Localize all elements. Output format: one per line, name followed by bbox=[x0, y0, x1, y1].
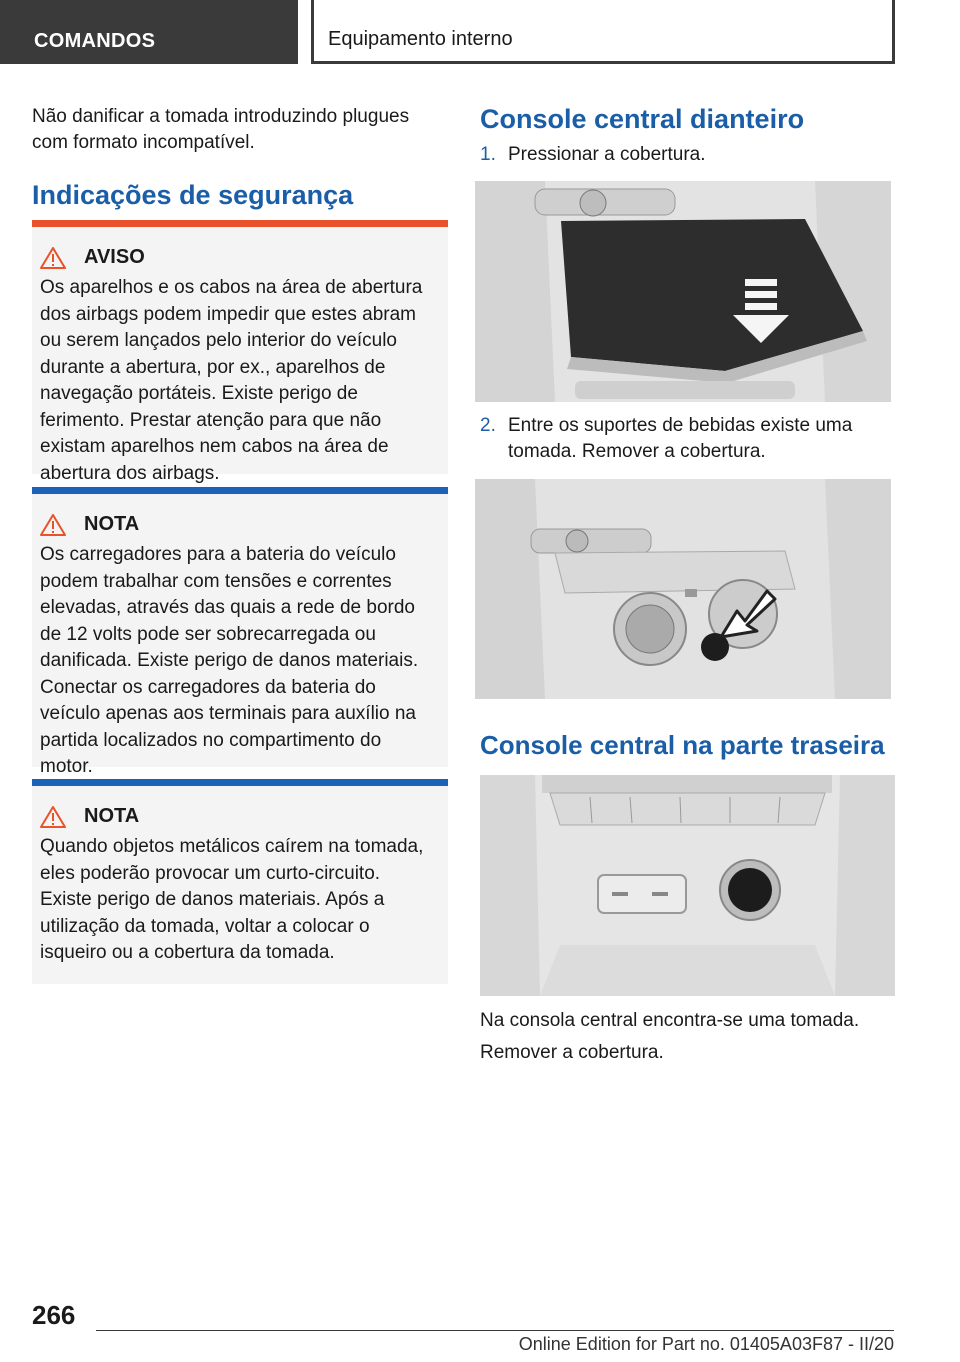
warning-triangle-icon bbox=[40, 806, 66, 828]
section-title: COMANDOS bbox=[34, 30, 156, 52]
warning-bar bbox=[32, 220, 448, 227]
step-text: Entre os suportes de bebidas existe uma tomada. Remover a cobertura. bbox=[508, 415, 853, 462]
warning-box-nota-2 bbox=[32, 779, 448, 984]
warning-title bbox=[40, 246, 436, 269]
page-number: 266 bbox=[32, 1300, 76, 1330]
chapter-title: Equipamento interno bbox=[328, 28, 513, 50]
section-tab bbox=[0, 0, 298, 64]
intro-paragraph: Não danificar a tomada introduzindo plugues com formato incompatível. bbox=[32, 106, 410, 153]
rear-console-illustration bbox=[480, 775, 895, 996]
warning-box-aviso bbox=[32, 220, 448, 484]
front-console-heading: Console central dianteiro bbox=[480, 104, 805, 134]
warning-text: Os aparelhos e os cabos na área de abertura dos airbags podem impedir que estes abram ou serem lançados pelo interior do veículo durante a abertura, por ex., aparelhos de navegação portáteis. Existe perigo de ferimento. Prestar atenção para que não existam aparelhos nem cabos na área de abertura dos airbags. bbox=[40, 277, 423, 484]
rear-console-heading: Console central na parte traseira bbox=[480, 730, 885, 760]
warning-text: Quando objetos metálicos caírem na tomada, eles poderão provocar um curto-circuito. Existe perigo de danos materiais. Após a utilização da tomada, voltar a colocar o isqueiro ou a cobertura da tomada. bbox=[40, 836, 424, 963]
footer-divider bbox=[96, 1330, 894, 1331]
step-1 bbox=[480, 142, 890, 168]
warning-title bbox=[40, 513, 436, 536]
warning-text: Os carregadores para a bateria do veículo podem trabalhar com tensões e correntes elevadas, através das quais a rede de bordo de 12 volts pode ser sobrecarregada ou danificada. Existe perigo de danos materiais. Conectar os carregadores da bateria do veículo apenas aos terminais para auxílio na partida localizados no compartimento do motor. bbox=[40, 544, 419, 777]
chapter-tab bbox=[311, 0, 895, 64]
console-illustration bbox=[475, 181, 891, 402]
cupholder-illustration bbox=[475, 479, 891, 699]
warning-bar bbox=[32, 487, 448, 494]
warning-triangle-icon bbox=[40, 247, 66, 269]
safety-heading: Indicações de segurança bbox=[32, 180, 354, 210]
warning-bar bbox=[32, 779, 448, 786]
rear-console-paragraph-2: Remover a cobertura. bbox=[480, 1042, 664, 1063]
rear-console-socket-image bbox=[480, 775, 895, 996]
warning-triangle-icon bbox=[40, 514, 66, 536]
step-text: Pressionar a cobertura. bbox=[508, 144, 706, 165]
warning-level: NOTA bbox=[84, 805, 140, 827]
warning-level: AVISO bbox=[84, 246, 145, 268]
step-number: 2. bbox=[480, 415, 496, 436]
edition-note: Online Edition for Part no. 01405A03F87 - II/20 bbox=[518, 1334, 894, 1354]
warning-level: NOTA bbox=[84, 513, 140, 535]
step-2 bbox=[480, 413, 890, 465]
rear-console-paragraph-1: Na consola central encontra-se uma tomada. bbox=[480, 1010, 860, 1031]
front-console-cover-image bbox=[475, 181, 891, 402]
warning-box-nota-1 bbox=[32, 487, 448, 777]
cup-holder-socket-image bbox=[475, 479, 891, 699]
step-number: 1. bbox=[480, 144, 496, 165]
warning-title bbox=[40, 805, 436, 828]
